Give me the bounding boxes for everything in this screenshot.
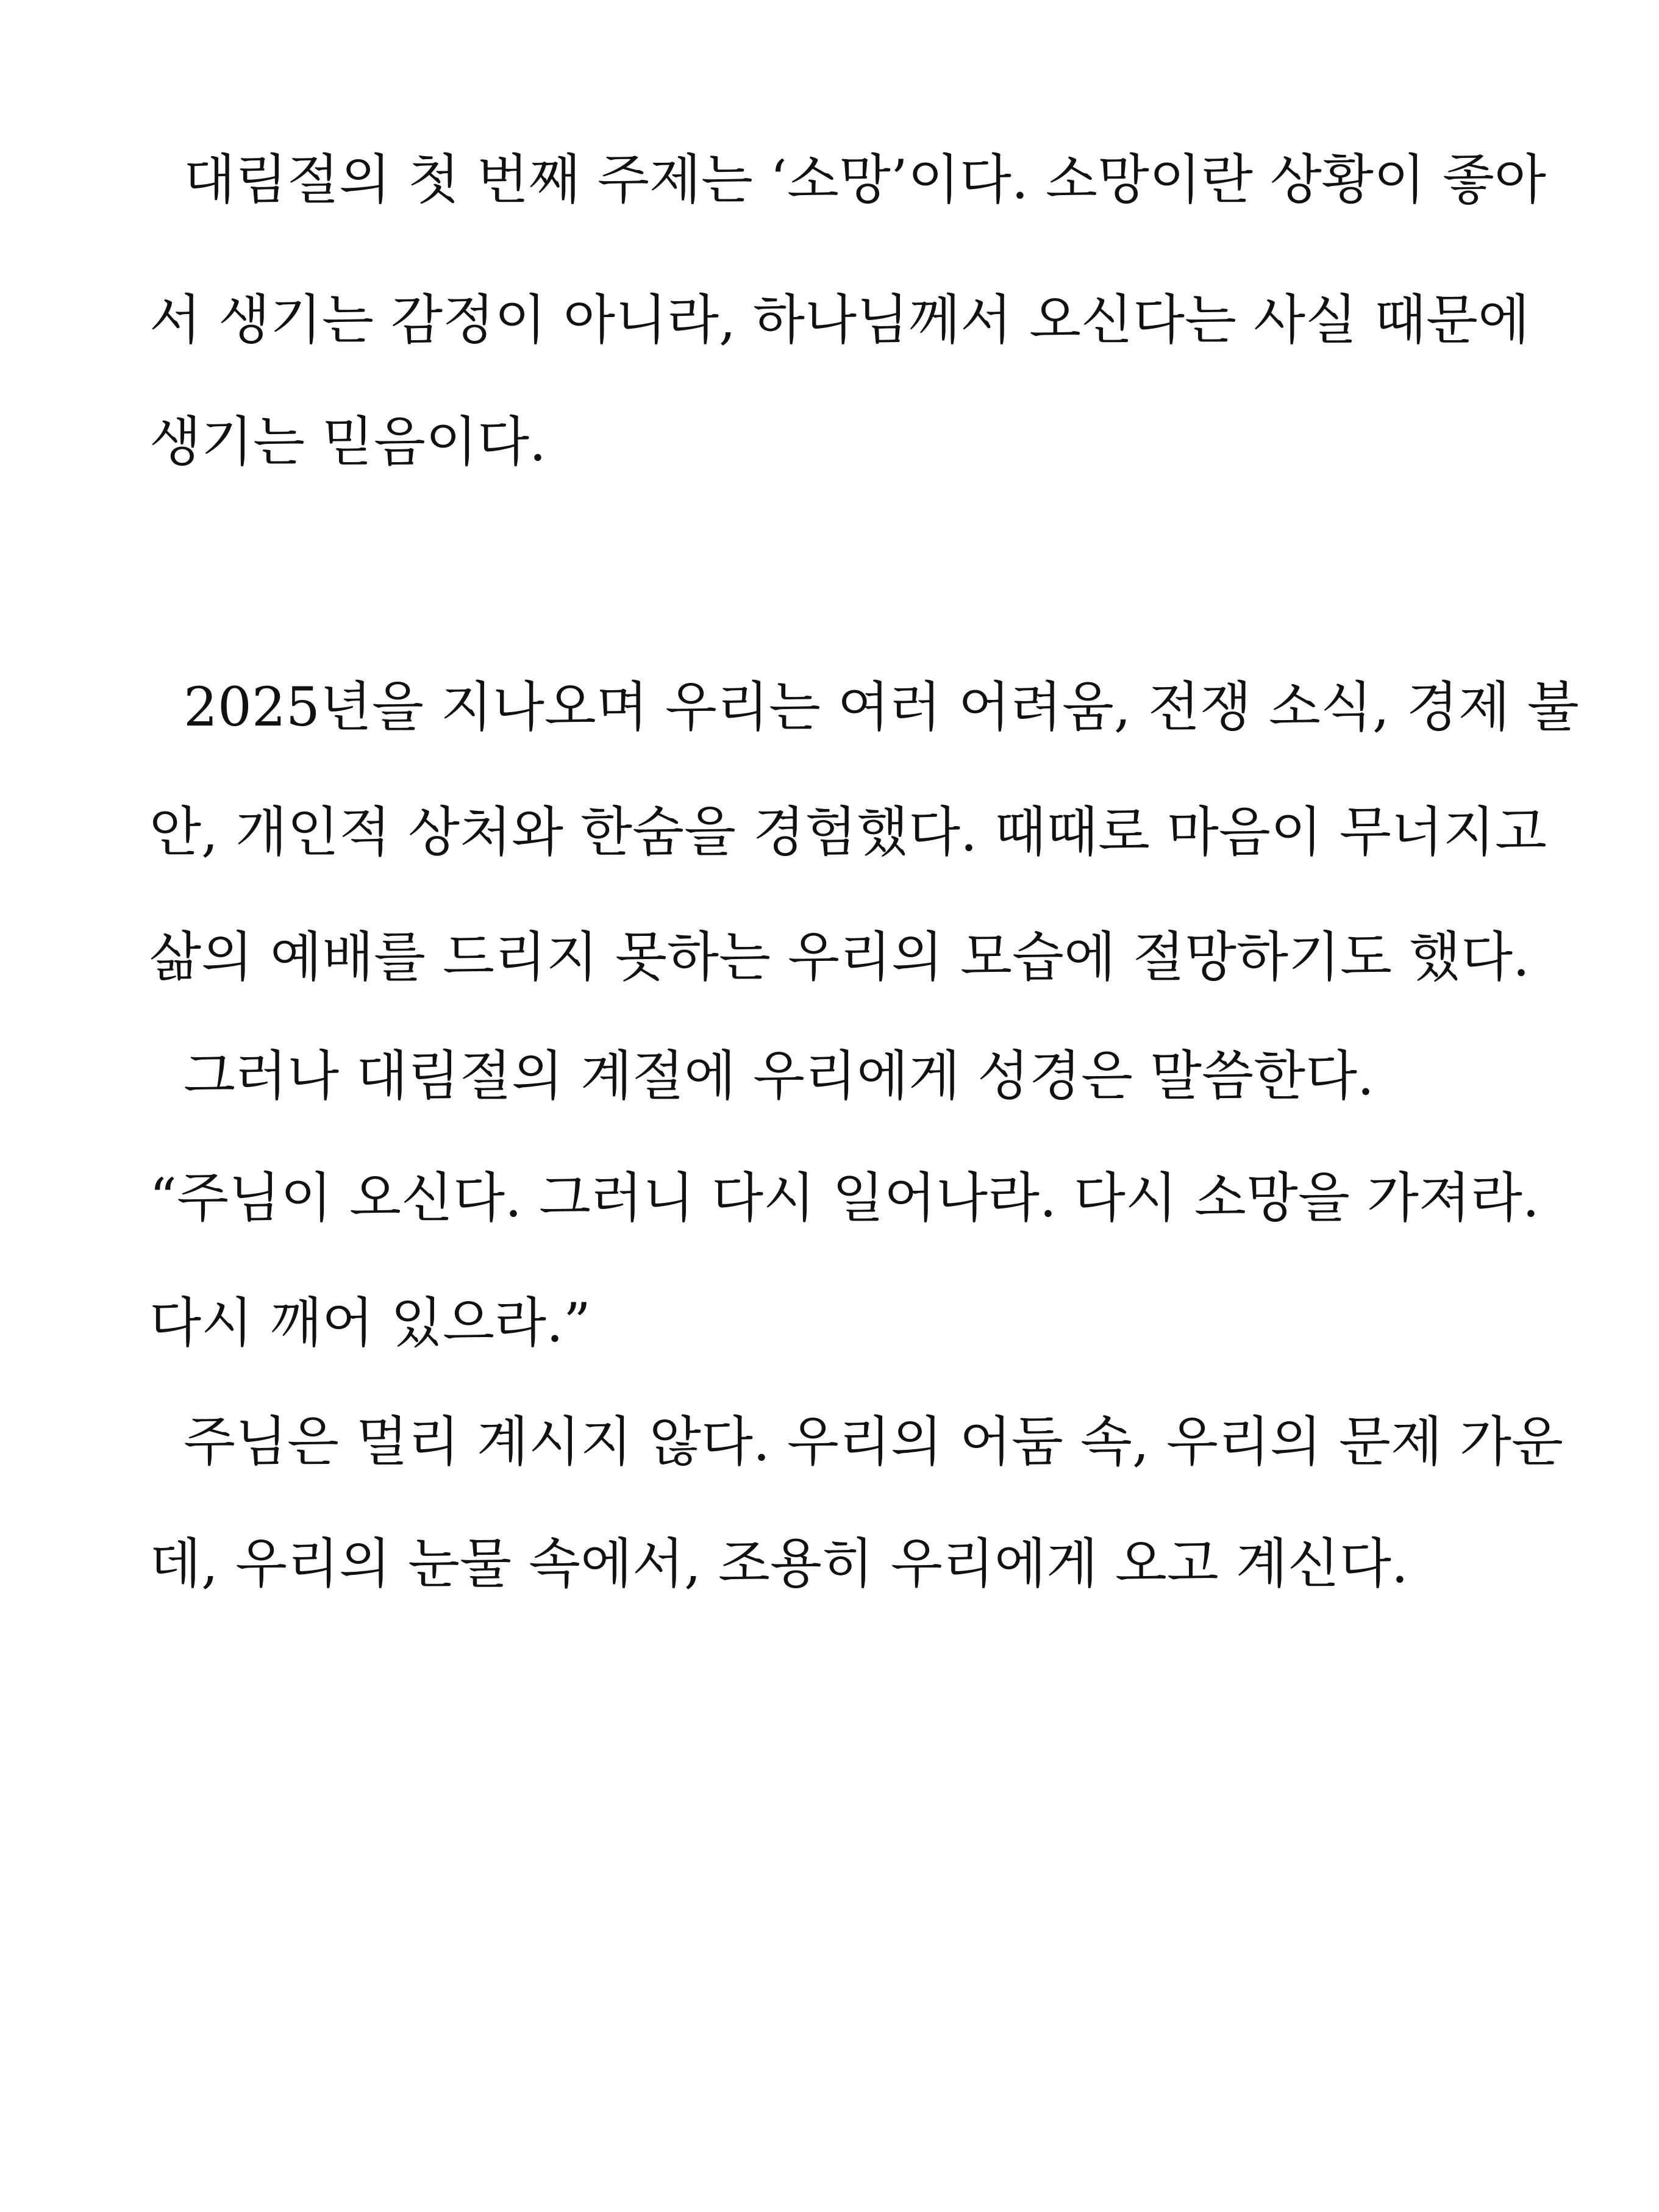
text-line: 주님은 멀리 계시지 않다. 우리의 어둠 속, 우리의 문제 가운 [149, 1410, 1563, 1473]
text-line: 대림절의 첫 번째 주제는 ‘소망’이다. 소망이란 상황이 좋아 [149, 148, 1546, 211]
text-line: 삶의 예배를 드리지 못하는 우리의 모습에 절망하기도 했다. [149, 926, 1530, 988]
text-line: 서 생기는 감정이 아니라, 하나님께서 오신다는 사실 때문에 [149, 288, 1530, 351]
text-line: 다시 깨어 있으라.” [149, 1291, 591, 1354]
text-line: 데, 우리의 눈물 속에서, 조용히 우리에게 오고 계신다. [149, 1532, 1408, 1595]
text-line: 생기는 믿음이다. [149, 410, 547, 473]
text-line: 안, 개인적 상처와 한숨을 경험했다. 때때로 마음이 무너지고 [149, 801, 1547, 863]
text-line: 그러나 대림절의 계절에 우리에게 성경은 말씀한다. [149, 1044, 1374, 1107]
text-line: 2025년을 지나오며 우리는 여러 어려움, 전쟁 소식, 경제 불 [149, 676, 1579, 738]
text-line: “주님이 오신다. 그러니 다시 일어나라. 다시 소망을 가져라. [149, 1166, 1539, 1229]
